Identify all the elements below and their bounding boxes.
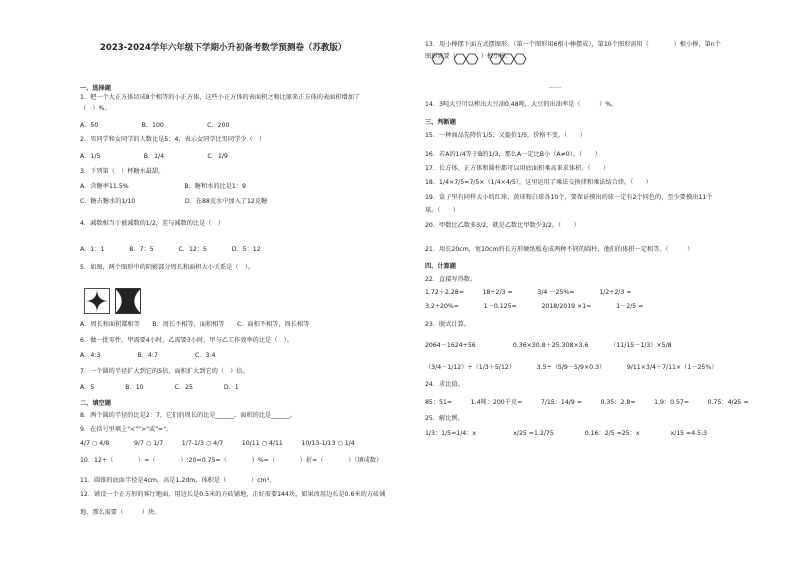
question-line-q16: 16．若A的1/4等于B的1/3，那么A一定比B小（A≠0）。（ ） [425,151,601,158]
question-line-q4: 4．减数相当于被减数的1/2，差与减数的比是（ ） [80,220,224,227]
question-line-q13c: …… [425,83,562,90]
question-line-q23a: 2064－1624÷56 0.36×30.8＋25.308×3.6 （11/15－1/3）×5/8 [425,342,672,349]
question-line-q19: 19．盒子里有同样大小的红球、黄球和白球各10个，要保证摸出的球一定有2个同色的，至少要摸出11个 [425,194,713,201]
q13-hexagon-figures-icon [430,52,540,66]
question-line-q17: 17．长方体、正方体和圆柱都可以用底面积乘高来求体积。（ ） [425,165,610,172]
question-line-q25: 25．解比例。 [425,415,464,422]
question-line-q3: 3．下列第（ ）杯糖水最甜。 [80,168,165,175]
question-line-q21: 21．用长20cm，宽10cm的长方形硬纸板卷成两种不同的圆柱，他们的体积一定相等。（ ） [425,246,694,253]
question-line-q13: 13．用小棒摆下面方式摆图形。（第一个图形用6根小棒摆成），第10个图形需用（ ）根小棒，第n个 [425,41,721,48]
question-line-q9: 9．在括号里填上"<"">"或"="。 [80,426,173,433]
question-line-q24a: 85：51= 1.4吨：200千克= 7/15：14/9 = 0.35：2.8= 1.9：0.57= 0.75：4/25 = [425,399,749,406]
question-line-q5o: A．周长和面积都相等 B．周长不相等，面积相等 C．面积不相等，周长相等 [80,321,310,328]
section-heading-s4: 四、计算题 [425,263,456,270]
question-line-q13b: 图形需要（ ）根小棒。 [425,53,512,60]
question-line-q2o: A．1/5 B．1/4 C．1/9 [80,153,228,160]
question-line-q4o: A．1：1 B．7：5 C．12：5 D．5：12 [80,246,261,253]
question-line-q20: 20．甲数比乙数多3/2，就是乙数比甲数少3/2。（ ） [425,222,580,229]
section-heading-s3: 三、判断题 [425,119,456,126]
section-heading-s1: 一、选择题 [80,85,111,92]
question-line-q6o: A．4:3 B．4:7 C．3:4 [80,352,216,359]
question-line-q23b: （3/4－1/12）÷（1/3＋5/12） 3.5÷（5/9－5/9×0.3） 9/11×3/4＋7/11×（1－25%） [425,364,718,371]
exam-title: 2023-2024学年六年级下学期小升初备考数学预测卷（苏教版） [100,43,347,53]
question-line-q2: 2．男同学和女同学的人数比是5：4，表示女同学比男同学少（ ） [80,136,266,143]
question-line-q24: 24．求比值。 [425,381,464,388]
question-line-q25a: 1/3：1/5=1/4：x x/25 =1.2/75 0.16：2/5 =25：x x/15 =4.5:3 [425,430,708,437]
question-line-q3a: A．含糖率11.5% B．糖和水的比是1：9 [80,183,246,190]
question-line-q23: 23．脱式计算。 [425,321,470,328]
question-line-q6: 6．做一批零件，甲需要4小时，乙需要3小时，甲与乙工作效率的比是（ ）。 [80,337,293,344]
question-line-q22: 22．直接写得数。 [425,276,477,283]
question-line-q22a: 1.72＋2.28= 18÷2/3 = 3/4 －25%= 1/2÷2/3 = [425,289,632,296]
question-line-q18: 18．1/4×7/5=7/5×（1/4×4/5），这里运用了乘法交换律和乘法结合律。（ ） [425,179,652,186]
question-line-q14: 14．3吨大豆可以榨出大豆油0.48吨，大豆的出油率是（ ）%。 [425,101,618,108]
question-line-q1o: A．50 B．100 C．200 [80,122,230,129]
question-line-q15: 15．一种商品先降价1/5，又提价1/5，价格不变。（ ） [425,132,586,139]
question-line-q11: 11．圆锥的底面半径是4cm，高是1.2dm，体积是（ ）cm³。 [80,477,276,484]
question-line-q10: 10．12÷（ ）=（ ）:20=0.75=（ ）%=（ ）折=（ ）（填成数） [80,457,383,464]
section-heading-s2: 二、填空题 [80,400,111,407]
question-line-q1: 1．把一个大正方体切成8个相等的小正方体，这些小正方体的表面积之和比原来正方体的表面积增加了 [80,94,361,101]
q5-figure-star-icon [84,288,110,314]
question-line-q12: 12．铺设一个正方形的客厅地面，用边长是0.5米的方砖铺地，正好需要144块，如果改用边长是0.6米的方砖铺 [80,491,386,498]
question-line-q12b: 地，那么需要（ ）块。 [80,509,161,516]
question-line-q1b: （ ）%。 [80,105,111,112]
question-line-q7o: A．5 B．10 C．25 D．1 [80,384,239,391]
question-line-q7: 7．一个圆的半径扩大到它的5倍，面积扩大到它的（ ）倍。 [80,368,249,375]
question-line-q19b: 球。（ ） [425,207,460,214]
question-line-q9o: 4/7 ○ 4/8 9/7 ○ 1/7 1/7-1/3 ○ 4/7 10/11 ○ 4/11 10/13-1/13 ○ 1/4 [80,440,355,447]
question-line-q5: 5．如图，两个图形中的阴影部分周长和面积大小关系是（ ）。 [80,264,255,271]
question-line-q8: 8．两个圆的半径的比是2：7，它们的周长的比是______，面积的比是______。 [80,412,296,419]
question-line-q22b: 3.2÷20%= 1－0.125= 2018/2019 ×1= 1－2/5 = [425,303,644,310]
q5-figure-arc-icon [115,288,141,314]
question-line-q3c: C．糖占糖水的1/10 D．在88克水中加入了12克糖 [80,198,268,205]
